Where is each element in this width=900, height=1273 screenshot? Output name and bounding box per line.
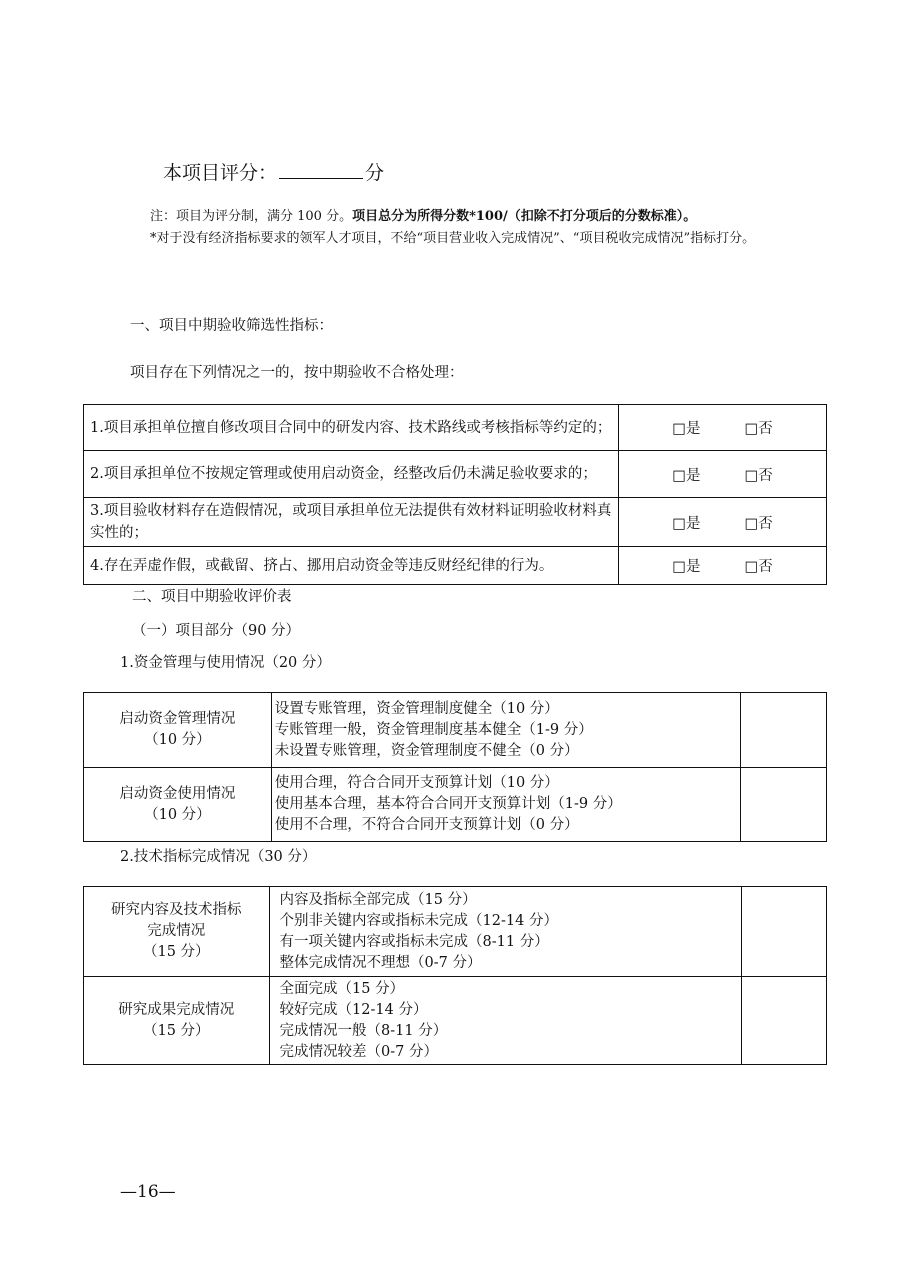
table-row [84, 768, 827, 842]
screening-text: 3.项目验收材料存在造假情况，或项目承担单位无法提供有效材料证明验收材料真实性的； [84, 498, 619, 547]
no-checkbox[interactable]: □否 [744, 515, 773, 532]
note-1-prefix: 注：项目为评分制，满分 100 分。 [150, 209, 353, 224]
score-cell[interactable] [741, 887, 826, 977]
screening-table [83, 404, 827, 585]
section-2-title: 二、项目中期验收评价表 [132, 589, 292, 605]
funds-table [83, 692, 827, 842]
yes-checkbox[interactable]: □是 [672, 559, 701, 575]
criterion-levels: 使用合理，符合合同开支预算计划（10 分） 使用基本合理，基本符合合同开支预算计划（1-9 分） 使用不合理，不符合合同开支预算计划（0 分） [271, 768, 740, 842]
screening-row [84, 405, 827, 451]
criterion-name: 启动资金使用情况 （10 分） [84, 768, 272, 842]
funds-title: 1.资金管理与使用情况（20 分） [120, 655, 331, 671]
screening-row [84, 451, 827, 498]
no-checkbox[interactable]: □否 [744, 559, 773, 575]
score-label: 本项目评分： [163, 162, 278, 184]
screening-options [619, 547, 827, 585]
criterion-levels: 设置专账管理，资金管理制度健全（10 分） 专账管理一般，资金管理制度基本健全（1-9 分） 未设置专账管理，资金管理制度不健全（0 分） [271, 693, 740, 768]
screening-text: 4.存在弄虚作假，或截留、挤占、挪用启动资金等违反财经纪律的行为。 [84, 547, 619, 585]
score-line [163, 158, 384, 185]
table-row [84, 693, 827, 768]
score-unit: 分 [365, 162, 385, 184]
score-cell[interactable] [740, 768, 826, 842]
page-number: —16— [120, 1182, 176, 1202]
screening-text: 2.项目承担单位不按规定管理或使用启动资金，经整改后仍未满足验收要求的； [84, 451, 619, 498]
yes-checkbox[interactable]: □是 [672, 515, 701, 532]
tech-title: 2.技术指标完成情况（30 分） [120, 849, 317, 865]
screening-text: 1.项目承担单位擅自修改项目合同中的研发内容、技术路线或考核指标等约定的； [84, 405, 619, 451]
section-1-title: 一、项目中期验收筛选性指标： [130, 318, 333, 334]
score-blank[interactable] [279, 160, 363, 179]
table-row [84, 977, 827, 1065]
note-1-bold: 项目总分为所得分数*100/（扣除不打分项后的分数标准）。 [352, 209, 697, 224]
no-checkbox[interactable]: □否 [744, 421, 773, 437]
criterion-name: 启动资金管理情况 （10 分） [84, 693, 272, 768]
table-row [84, 887, 827, 977]
screening-options [619, 451, 827, 498]
score-cell[interactable] [740, 693, 826, 768]
criterion-name: 研究内容及技术指标 完成情况 （15 分） [84, 887, 270, 977]
yes-checkbox[interactable]: □是 [672, 467, 701, 484]
section-1-intro: 项目存在下列情况之一的，按中期验收不合格处理： [130, 365, 464, 381]
note-1 [150, 205, 696, 224]
criterion-levels: 内容及指标全部完成（15 分） 个别非关键内容或指标未完成（12-14 分） 有一项关键内容或指标未完成（8-11 分） 整体完成情况不理想（0-7 分） [269, 887, 741, 977]
screening-options [619, 405, 827, 451]
screening-row [84, 498, 827, 547]
score-cell[interactable] [741, 977, 826, 1065]
criterion-levels: 全面完成（15 分） 较好完成（12-14 分） 完成情况一般（8-11 分） 完成情况较差（0-7 分） [269, 977, 741, 1065]
note-2: *对于没有经济指标要求的领军人才项目，不给“项目营业收入完成情况”、“项目税收完成情况”指标打分。 [150, 231, 756, 246]
screening-options [619, 498, 827, 547]
section-2-sub: （一）项目部分（90 分） [132, 623, 301, 639]
criterion-name: 研究成果完成情况 （15 分） [84, 977, 270, 1065]
no-checkbox[interactable]: □否 [744, 467, 773, 484]
screening-row [84, 547, 827, 585]
yes-checkbox[interactable]: □是 [672, 421, 701, 437]
tech-table [83, 886, 827, 1065]
